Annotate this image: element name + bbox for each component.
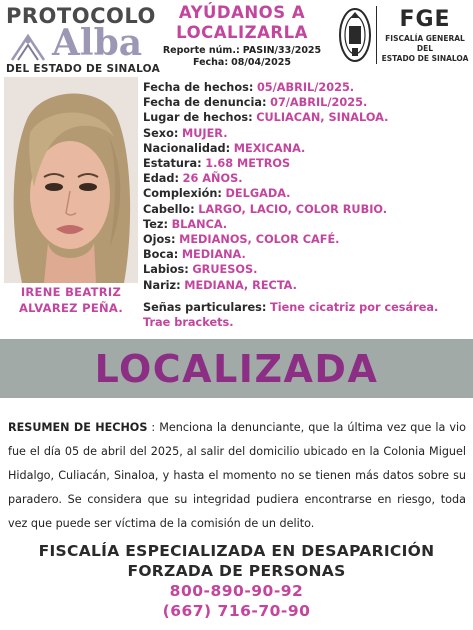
detail-row-complexion [143,186,468,201]
footer-phone-2: (667) 716-70-90 [162,602,311,620]
alba-emblem-icon [8,32,48,64]
detail-row-nariz [143,278,468,293]
detail-row-fecha-denuncia [143,95,468,110]
detail-value: CULIACAN, SINALOA. [256,111,389,125]
detail-row-edad [143,171,468,186]
protocolo-alba-logo [6,4,162,74]
detail-row-sexo [143,126,468,141]
distinguishing-marks [143,300,468,330]
footer-contact [0,541,473,621]
summary-label: RESUMEN DE HECHOS [8,421,148,434]
detail-value: LARGO, LACIO, COLOR RUBIO. [198,202,388,216]
detail-value: DELGADA. [225,187,291,201]
marks-label: Señas particulares: [143,301,267,314]
detail-label: Tez: [143,217,168,231]
detail-row-labios [143,262,468,277]
detail-label: Nariz: [143,278,181,292]
status-banner [0,339,473,398]
fge-sub-line1: FISCALÍA GENERAL DEL [385,34,465,53]
detail-value: MEXICANA. [233,141,306,155]
detail-value: 05/ABRIL/2025. [256,81,355,94]
fge-sub-line2: ESTADO DE SINALOA [381,54,469,63]
detail-value: MEDIANOS, COLOR CAFÉ. [179,233,340,247]
detail-label: Lugar de hechos: [143,111,253,125]
header-title-block [162,3,322,69]
detail-label: Nacionalidad: [143,141,231,155]
footer-agency-line2: FORZADA DE PERSONAS [127,562,346,580]
report-label: Reporte núm.: [162,45,240,56]
footer-phone-1: 800-890-90-92 [169,582,304,600]
state-seal-icon [338,4,372,66]
case-summary [8,416,466,536]
detail-row-nacionalidad [143,141,468,156]
detail-value: BLANCA. [171,217,228,231]
portrait-image [4,77,138,283]
help-title-line2: LOCALIZARLA [176,23,308,42]
report-date-line [162,57,322,69]
detail-label: Estatura: [143,157,202,171]
detail-row-fecha-hechos [143,80,468,95]
detail-value: GRUESOS. [192,263,258,277]
report-number: PASIN/33/2025 [242,45,322,56]
detail-label: Fecha de denuncia: [143,96,267,110]
logo-alba-text: Alba [52,22,143,64]
person-name-line2: ALVAREZ PEÑA. [18,301,123,315]
marks-value: Tiene cicatriz por cesárea. Trae brackets. [143,301,439,329]
detail-label: Ojos: [143,233,176,247]
detail-label: Cabello: [143,202,195,216]
person-details-list [143,80,468,293]
person-name [4,284,138,316]
detail-row-boca [143,247,468,262]
detail-label: Boca: [143,248,179,262]
detail-row-lugar-hechos [143,110,468,125]
summary-text: : Menciona la denunciante, que la última vez que la vio fue el día 05 de abril del 2025, al salir del domicilio ubicado en la Colonia Miguel Hidalgo, Culiacán, Sinaloa, y hasta el momento no se tienen más datos sobre su paradero. Se considera que su integridad pudiera encontrarse en riesgo, toda vez que puede ser víctima de la comisión de un delito. [8,421,466,530]
fge-text-block [376,6,469,64]
detail-row-tez [143,217,468,232]
detail-value: MEDIANA. [181,248,246,262]
detail-value: 07/ABRIL/2025. [270,96,368,110]
date-label: Fecha: [192,57,229,68]
help-title-line1: AYÚDANOS A [178,3,306,22]
detail-value: 1.68 METROS [205,157,291,171]
report-number-line [162,45,322,57]
person-name-line1: IRENE BEATRIZ [20,285,122,299]
footer-agency-line1: FISCALÍA ESPECIALIZADA EN DESAPARICIÓN [38,542,435,560]
detail-value: MUJER. [181,126,228,140]
detail-label: Labios: [143,263,189,277]
detail-label: Fecha de hechos: [143,81,254,94]
detail-value: 26 AÑOS. [182,172,243,186]
date-value: 08/04/2025 [231,57,291,68]
detail-row-ojos [143,232,468,247]
person-photo [4,77,138,283]
detail-value: MEDIANA, RECTA. [184,278,297,292]
detail-label: Edad: [143,172,180,186]
detail-label: Sexo: [143,126,179,140]
detail-row-estatura [143,156,468,171]
fge-acronym: FGE [399,7,451,32]
logo-state-text: DEL ESTADO DE SINALOA [6,63,161,75]
detail-label: Complexión: [143,187,222,201]
detail-row-cabello [143,202,468,217]
status-text: LOCALIZADA [94,346,379,391]
fge-logo [338,4,470,66]
logo-protocolo-text: PROTOCOLO [6,4,156,28]
